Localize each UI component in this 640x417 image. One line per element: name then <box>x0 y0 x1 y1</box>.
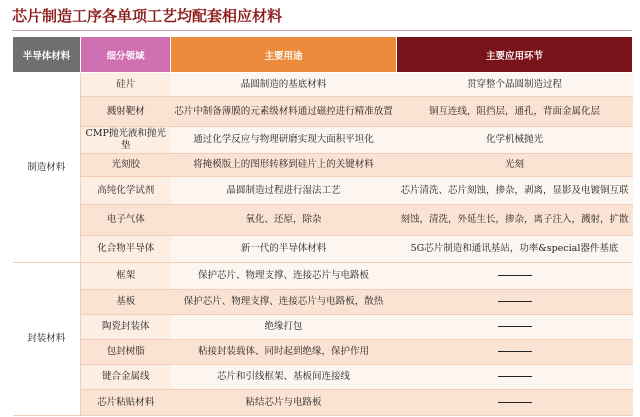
application-cell <box>397 263 633 290</box>
dash-placeholder <box>498 326 532 327</box>
material-cell: 陶瓷封装体 <box>81 315 171 340</box>
application-cell <box>397 365 633 390</box>
table-row <box>13 390 633 416</box>
use-cell: 芯片和引线框架、基板间连接线 <box>171 365 397 390</box>
application-cell <box>397 315 633 340</box>
table-row <box>13 236 633 263</box>
application-cell: 铜互连线，阻挡层，通孔，背面金属化层 <box>397 97 633 127</box>
application-cell: 化学机械抛光 <box>397 127 633 154</box>
material-cell: 高纯化学试剂 <box>81 177 171 205</box>
header-semiconductor-material: 半导体材料 <box>13 37 81 73</box>
material-cell: 硅片 <box>81 73 171 97</box>
dash-placeholder <box>498 275 532 276</box>
group-label: 制造材料 <box>13 73 81 263</box>
material-cell: CMP抛光液和抛光垫 <box>81 127 171 154</box>
application-cell: 贯穿整个晶圆制造过程 <box>397 73 633 97</box>
table-row <box>13 73 633 97</box>
application-cell <box>397 390 633 416</box>
material-cell: 基板 <box>81 290 171 315</box>
dash-placeholder <box>498 301 532 302</box>
table-row <box>13 127 633 154</box>
material-cell: 框架 <box>81 263 171 290</box>
material-cell: 键合金属线 <box>81 365 171 390</box>
use-cell: 氧化、还原，除杂 <box>171 205 397 236</box>
table-row <box>13 263 633 290</box>
header-main-application: 主要应用环节 <box>397 37 633 73</box>
group-label: 封装材料 <box>13 263 81 416</box>
use-cell: 保护芯片、物理支撑、连接芯片与电路板 <box>171 263 397 290</box>
header-main-use: 主要用途 <box>171 37 397 73</box>
material-cell: 光刻胶 <box>81 154 171 177</box>
table-row <box>13 205 633 236</box>
title-divider <box>12 30 632 31</box>
use-cell: 粘结芯片与电路板 <box>171 390 397 416</box>
material-cell: 溅射靶材 <box>81 97 171 127</box>
use-cell: 通过化学反应与物理研磨实现大面积平坦化 <box>171 127 397 154</box>
table-body <box>13 73 633 416</box>
materials-table <box>12 36 633 416</box>
use-cell: 绝缘打包 <box>171 315 397 340</box>
table-row <box>13 365 633 390</box>
application-cell <box>397 340 633 365</box>
application-cell <box>397 290 633 315</box>
use-cell: 晶圆制造过程进行湿法工艺 <box>171 177 397 205</box>
table-row <box>13 154 633 177</box>
dash-placeholder <box>498 402 532 403</box>
dash-placeholder <box>498 351 532 352</box>
use-cell: 新一代的半导体材料 <box>171 236 397 263</box>
header-subfield: 细分领域 <box>81 37 171 73</box>
table-row <box>13 97 633 127</box>
material-cell: 电子气体 <box>81 205 171 236</box>
use-cell: 保护芯片、物理支撑、连接芯片与电路板，散热 <box>171 290 397 315</box>
application-cell: 5G芯片制造和通讯基站，功率&special器件基底 <box>397 236 633 263</box>
material-cell: 包封树脂 <box>81 340 171 365</box>
use-cell: 芯片中制备薄膜的元素级材料通过磁控进行精准放置 <box>171 97 397 127</box>
material-cell: 芯片粘贴材料 <box>81 390 171 416</box>
table-row <box>13 340 633 365</box>
application-cell: 光刻 <box>397 154 633 177</box>
table-row <box>13 315 633 340</box>
material-cell: 化合物半导体 <box>81 236 171 263</box>
use-cell: 粘接封装载体、同时起到绝缘，保护作用 <box>171 340 397 365</box>
table-row <box>13 177 633 205</box>
page-title: 芯片制造工序各单项工艺均配套相应材料 <box>12 7 283 25</box>
table-row <box>13 290 633 315</box>
application-cell: 刻蚀，清洗，外延生长，掺杂，离子注入，溅射，扩散 <box>397 205 633 236</box>
use-cell: 将掩模版上的图形转移到硅片上的关键材料 <box>171 154 397 177</box>
application-cell: 芯片清洗、芯片刻蚀，掺杂，剥离，显影及电镀铜互联 <box>397 177 633 205</box>
table-header-row <box>13 37 633 73</box>
dash-placeholder <box>498 376 532 377</box>
use-cell: 晶圆制造的基底材料 <box>171 73 397 97</box>
